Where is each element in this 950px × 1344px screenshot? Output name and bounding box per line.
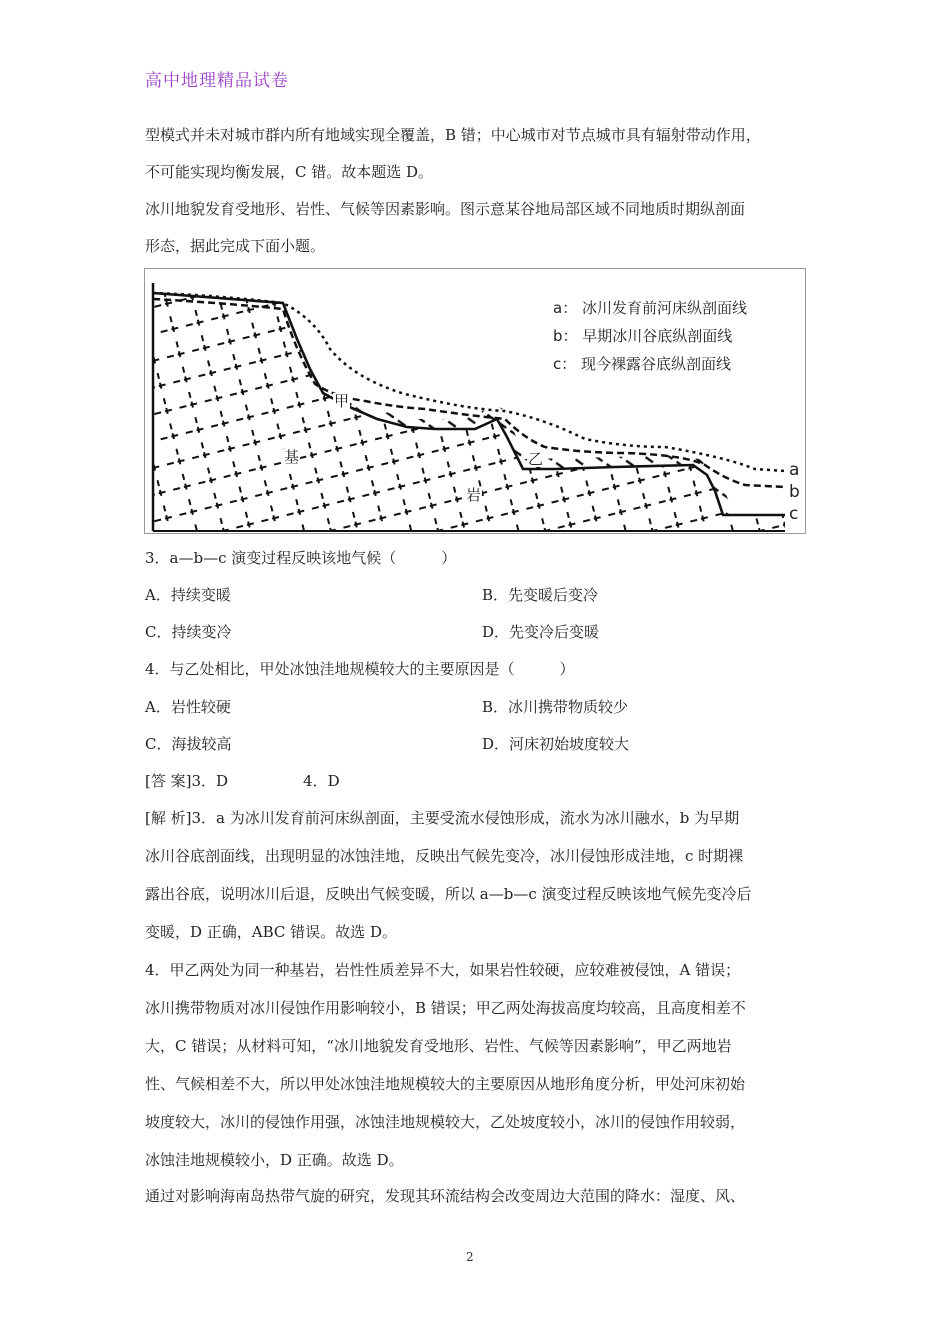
label-yi: 乙 (528, 450, 544, 468)
analysis-line-10: 冰蚀洼地规模较小，D 正确。故选 D。 (145, 1151, 404, 1169)
analysis-line-5: 4．甲乙两处为同一种基岩，岩性性质差异不大，如果岩性较硬，应较难被侵蚀，A 错误； (145, 961, 741, 979)
label-jia: 甲 (334, 392, 350, 410)
q3-option-a: A．持续变暖 (145, 586, 231, 604)
analysis-line-9: 坡度较大，冰川的侵蚀作用强，冰蚀洼地规模较大，乙处坡度较小，冰川的侵蚀作用较弱， (145, 1113, 746, 1131)
q3-option-b: B．先变暖后变冷 (482, 586, 599, 604)
q4-option-d: D．河床初始坡度较大 (482, 735, 630, 753)
curve-label-b: b (789, 482, 800, 502)
analysis-line-6: 冰川携带物质对冰川侵蚀作用影响较小，B 错误；甲乙两处海拔高度均较高，且高度相差不 (145, 999, 746, 1017)
q3-option-c: C．持续变冷 (145, 623, 232, 641)
page-number: 2 (466, 1250, 474, 1264)
analysis-line-2: 冰川谷底剖面线，出现明显的冰蚀洼地，反映出气候先变冷，冰川侵蚀形成洼地，c 时期裸 (145, 847, 744, 865)
q3-stem: 3．a—b—c 演变过程反映该地气候（ ） (145, 549, 457, 567)
label-yan: 岩 (466, 486, 482, 504)
legend-c: c： 现今裸露谷底纵剖面线 (553, 355, 732, 373)
analysis-line-3: 露出谷底，说明冰川后退，反映出气候变暖，所以 a—b—c 演变过程反映该地气候先变冷后 (145, 885, 752, 903)
analysis-line-7: 大，C 错误；从材料可知，“冰川地貌发育受地形、岩性、气候等因素影响”，甲乙两地岩 (145, 1037, 732, 1055)
intro-line-4: 形态，据此完成下面小题。 (145, 237, 326, 255)
intro-line-2: 不可能实现均衡发展，C 错。故本题选 D。 (145, 163, 434, 181)
intro-line-3: 冰川地貌发育受地形、岩性、气候等因素影响。图示意某谷地局部区域不同地质时期纵剖面 (145, 200, 746, 218)
intro-line-1: 型模式并未对城市群内所有地域实现全覆盖，B 错；中心城市对节点城市具有辐射带动作用， (145, 126, 761, 144)
curve-label-a: a (789, 460, 800, 480)
glacier-profile-figure (144, 268, 806, 534)
label-ji: 基 (284, 448, 300, 466)
legend-b: b： 早期冰川谷底纵剖面线 (553, 327, 733, 345)
q4-option-b: B．冰川携带物质较少 (482, 698, 629, 716)
legend-a: a： 冰川发育前河床纵剖面线 (553, 299, 747, 317)
analysis-line-8: 性、气候相差不大，所以甲处冰蚀洼地规模较大的主要原因从地形角度分析，甲处河床初始 (145, 1075, 746, 1093)
next-passage-line: 通过对影响海南岛热带气旋的研究，发现其环流结构会改变周边大范围的降水：湿度、风、 (145, 1187, 746, 1205)
q3-option-d: D．先变冷后变暖 (482, 623, 600, 641)
curve-label-c: c (789, 504, 799, 524)
answer-line: [答 案]3．D 4．D (145, 772, 340, 790)
q4-option-a: A．岩性较硬 (145, 698, 231, 716)
header-title: 高中地理精品试卷 (145, 71, 289, 91)
analysis-line-1: [解 析]3．a 为冰川发育前河床纵剖面，主要受流水侵蚀形成，流水为冰川融水，b 为早期 (145, 809, 740, 827)
q4-stem: 4．与乙处相比，甲处冰蚀洼地规模较大的主要原因是（ ） (145, 660, 575, 678)
q4-option-c: C．海拔较高 (145, 735, 232, 753)
analysis-line-4: 变暖，D 正确，ABC 错误。故选 D。 (145, 923, 397, 941)
